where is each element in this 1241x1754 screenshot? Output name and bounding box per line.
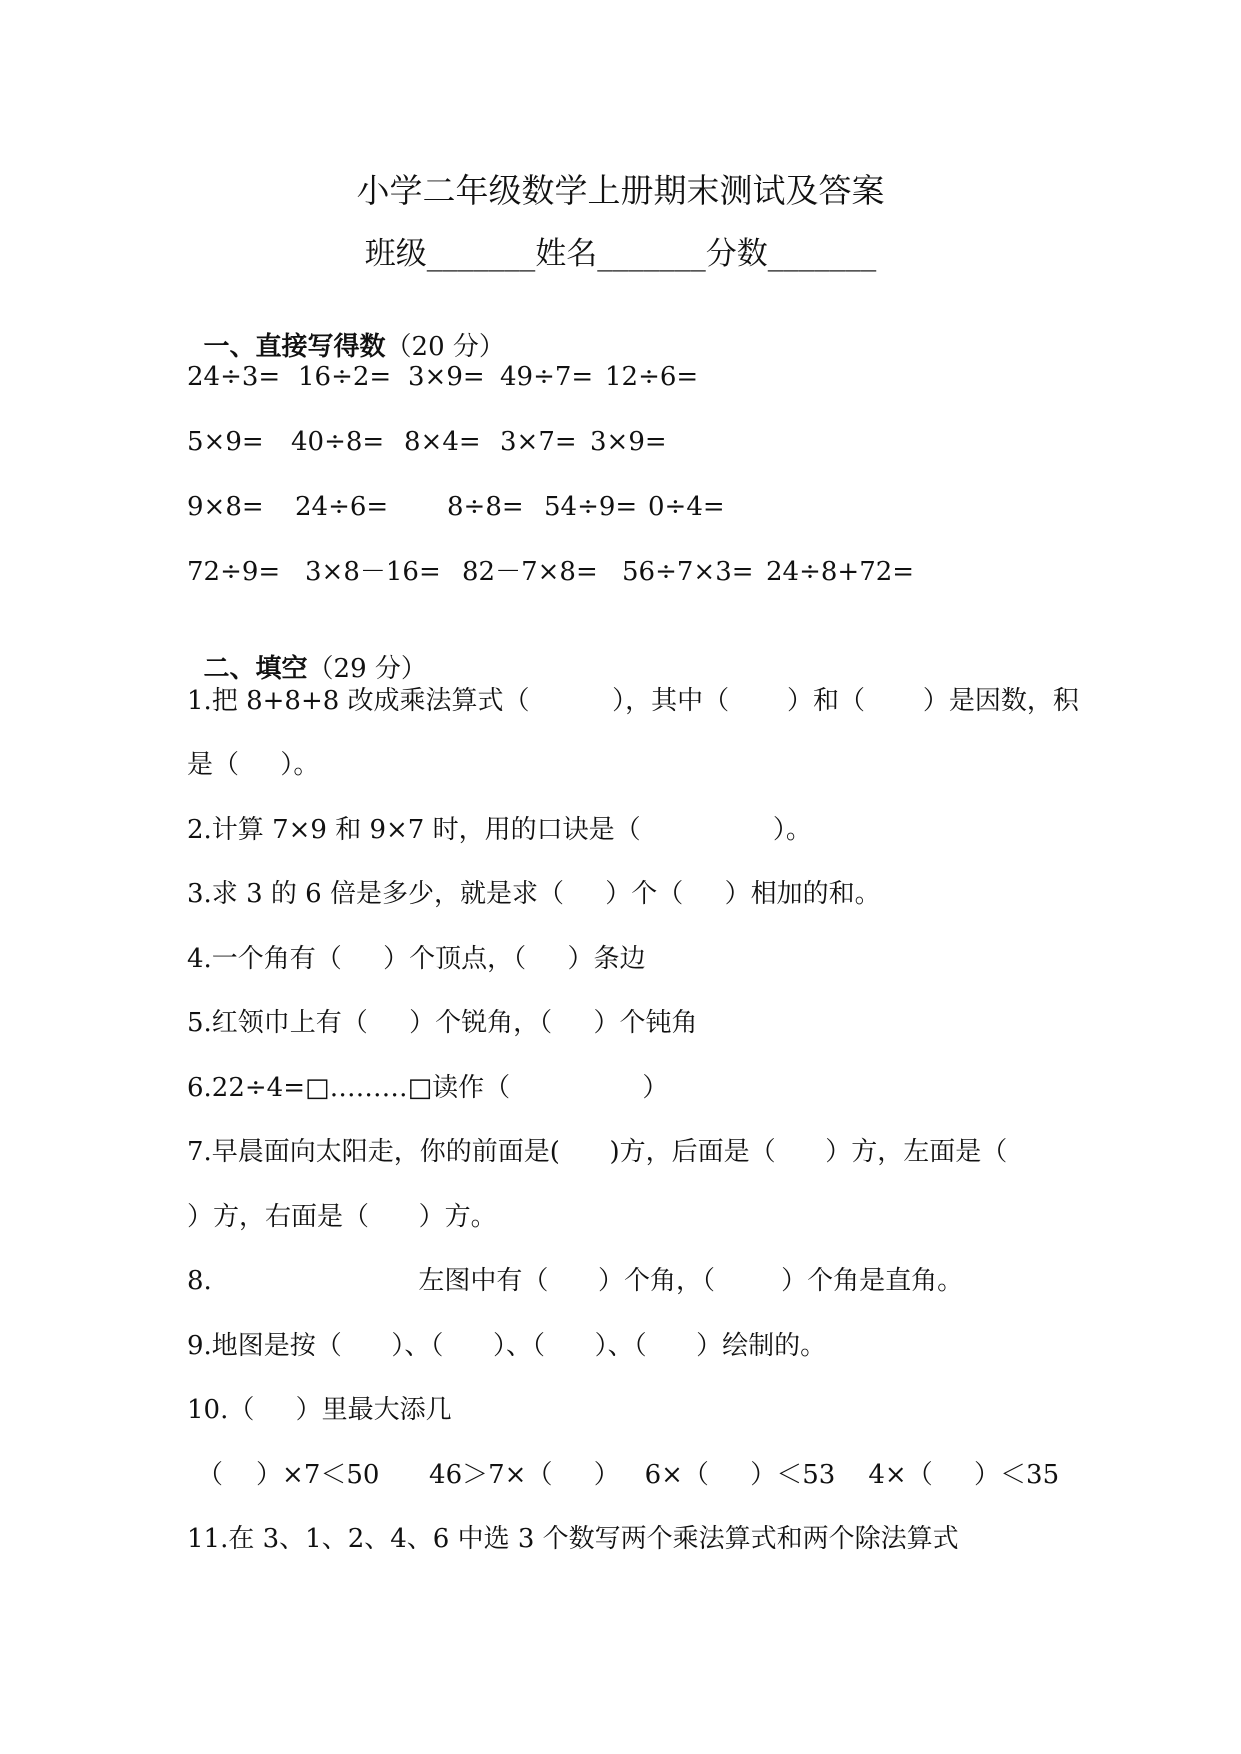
section-2-heading [187,618,427,686]
calc-item: 54÷9= [544,492,638,522]
question-5: 5.红领巾上有（ ）个锐角，（ ）个钝角 [187,1008,698,1038]
page-title: 小学二年级数学上册期末测试及答案 [356,171,885,210]
question-3: 3.求 3 的 6 倍是多少，就是求（ ）个（ ）相加的和。 [187,879,881,909]
section-1-heading [187,296,505,364]
calc-item: 8÷8= [447,492,524,522]
question-1-cont: 是（ ）。 [187,750,320,780]
question-1: 1.把 8+8+8 改成乘法算式（ ），其中（ ）和（ ）是因数，积 [187,686,1079,716]
calc-item: 40÷8= [291,427,385,457]
section-1-label: 一、直接写得数 [203,332,386,362]
question-10-blanks: （ ）×7＜50 46＞7×（ ） 6×（ ）＜53 4×（ ）＜35 [197,1460,1060,1490]
section-2-points: （29 分） [307,654,427,684]
calc-item: 24÷3= [187,362,281,392]
section-1-points: （20 分） [385,332,505,362]
calc-item: 16÷2= [298,362,392,392]
calc-item: 3×9= [408,362,485,392]
question-10: 10.（ ）里最大添几 [187,1395,452,1425]
calc-item: 3×7= [500,427,577,457]
calc-item: 12÷6= [605,362,699,392]
calc-item: 0÷4= [648,492,725,522]
calc-item: 3×9= [590,427,667,457]
question-4: 4.一个角有（ ）个顶点，（ ）条边 [187,944,646,974]
calc-item: 24÷8+72= [766,557,915,587]
section-2-label: 二、填空 [203,654,308,684]
calc-item: 72÷9= [187,557,281,587]
question-7: 7.早晨面向太阳走，你的前面是( )方，后面是（ ）方，左面是（ [187,1137,1008,1167]
question-7-cont: ）方，右面是（ ）方。 [187,1202,497,1232]
calc-item: 9×8= [187,492,264,522]
calc-item: 56÷7×3= [622,557,754,587]
calc-item: 82－7×8= [462,557,598,587]
question-8: 8. 左图中有（ ）个角，（ ）个角是直角。 [187,1266,964,1296]
calc-item: 5×9= [187,427,264,457]
question-11: 11.在 3、1、2、4、6 中选 3 个数写两个乘法算式和两个除法算式 [187,1524,959,1554]
calc-item: 8×4= [404,427,481,457]
calc-item: 3×8－16= [305,557,441,587]
question-9: 9.地图是按（ ）、（ ）、（ ）、（ ）绘制的。 [187,1331,827,1361]
calc-item: 49÷7= [500,362,594,392]
question-2: 2.计算 7×9 和 9×7 时，用的口诀是（ ）。 [187,815,812,845]
calc-item: 24÷6= [295,492,389,522]
question-6: 6.22÷4=□………□读作（ ） [187,1073,669,1103]
student-info-line: 班级_______姓名_______分数_______ [364,236,877,272]
